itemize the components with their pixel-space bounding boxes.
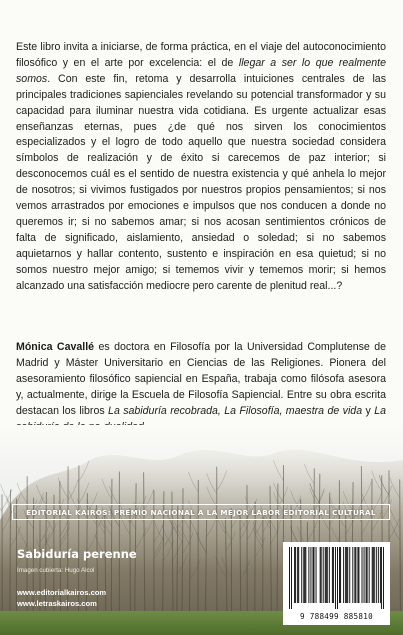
barcode-bar (325, 547, 326, 603)
tree-trunk (400, 479, 401, 613)
barcode-bars (289, 547, 384, 609)
barcode-bar (340, 547, 341, 603)
barcode-bar (373, 547, 374, 603)
synopsis-italic-phrase: llegar a ser lo que realmente somos (16, 56, 386, 85)
barcode-bar (383, 547, 384, 609)
barcode-bar (345, 547, 346, 603)
barcode-bar (304, 547, 305, 603)
barcode-bar (310, 547, 311, 603)
barcode-bar (346, 547, 347, 603)
barcode-bar (320, 547, 321, 603)
author-bio-text: es doctora en Filosofía por la Universidad Complutense de Madrid y Máster Universitario en Ciencias de las Religiones. Pionera del asesoramiento filosófico sapiencial en España, trabaja como filósofa asesora y, actualmente, dirige la Escuela de Filosofía Sapiencial. Entre su obra escrita destacan los libros (16, 341, 387, 417)
barcode-bar (337, 547, 338, 609)
barcode-bar (347, 547, 348, 603)
barcode-bar (352, 547, 353, 603)
barcode-bar (378, 547, 379, 603)
image-credit: Imagen cubierta: Hugo Alcol (17, 567, 95, 574)
barcode-bar (297, 547, 298, 603)
barcode-bar (372, 547, 373, 603)
collection-name: Sabiduría perenne (17, 547, 137, 561)
barcode-bar (321, 547, 322, 603)
barcode-bar (358, 547, 359, 603)
isbn-barcode (283, 542, 390, 625)
author-books-1: La sabiduría recobrada, La Filosofía, maestra de vida (108, 404, 363, 417)
barcode-bar (366, 547, 367, 603)
synopsis-paragraph (16, 40, 386, 295)
barcode-bar (327, 547, 328, 603)
barcode-bar (332, 547, 333, 603)
barcode-bar (301, 547, 302, 603)
barcode-bar (295, 547, 296, 603)
barcode-bar (335, 547, 336, 609)
barcode-bar (308, 547, 309, 603)
barcode-bar (367, 547, 368, 603)
barcode-bar (291, 547, 292, 609)
barcode-bar (357, 547, 358, 603)
barcode-bar (289, 547, 290, 609)
barcode-bar (354, 547, 355, 603)
tree-trunk (240, 512, 241, 613)
barcode-bar (323, 547, 324, 603)
author-bio (16, 340, 386, 435)
synopsis-text-rest: . Con este fin, retoma y desarrolla intuiciones centrales de las principales tradiciones sapienciales revelando su potencial transformador y su capacidad para iluminar nuestra vida cotidiana. Es urgente actualizar esas enseñanzas eternas, pues ¿de qué nos sirven los conocimientos especializados y el logro de todo aquello que nuestra sociedad considera símbolos de realización y de éxito si carecemos de paz interior; si desconocemos cuál es el sentido de nuestra existencia y qué anhela lo mejor de nosotros; si vivimos fustigados por nuestros propios pensamientos; si nos vemos arrastrados por emociones e impulsos que nos conducen a donde no queremos ir; si no sabemos amar; si nos acosan sentimientos crónicos de falta de significado, aislamiento, ansiedad o soledad; si no sabemos aquietarnos y hallar contento, sustento e inspiración en esa quietud; si no somos nuestro mejor amigo; si tememos vivir y tememos morir; si hemos alcanzado una satisfacción mediocre pero carente de plenitud real...? (16, 72, 386, 292)
barcode-bar (343, 547, 344, 603)
barcode-bar (312, 547, 313, 603)
tree-trunk (111, 479, 112, 613)
author-bio-conjunction: y (362, 404, 375, 417)
barcode-bar (326, 547, 327, 603)
award-banner: EDITORIAL KAIRÓS: PREMIO NACIONAL A LA MEJOR LABOR EDITORIAL CULTURAL (12, 504, 390, 520)
author-name: Mónica Cavallé (16, 341, 95, 353)
barcode-bar (364, 547, 365, 603)
barcode-bar (305, 547, 306, 603)
barcode-bar (380, 547, 381, 603)
author-books-2: La (374, 404, 386, 417)
website-link-editorialkairos[interactable]: www.editorialkairos.com (17, 588, 107, 597)
barcode-bar (298, 547, 299, 603)
barcode-bar (381, 547, 382, 609)
barcode-bar (369, 547, 370, 603)
barcode-bar (376, 547, 377, 603)
barcode-bar (294, 547, 295, 603)
barcode-bar (374, 547, 375, 603)
barcode-bar (303, 547, 304, 603)
synopsis-text-start: Este libro invita a iniciarse, de forma práctica, en el viaje del autoconocimiento filosófico y en el arte por excelencia: el de (16, 41, 386, 69)
barcode-bar (314, 547, 315, 603)
barcode-bar (316, 547, 317, 603)
barcode-bar (329, 547, 330, 603)
barcode-bar (333, 547, 334, 603)
barcode-bar (362, 547, 363, 603)
website-link-letraskairos[interactable]: www.letraskairos.com (17, 599, 97, 608)
barcode-bar (349, 547, 350, 603)
isbn-number: 9 788499 885810 (299, 612, 374, 621)
barcode-bar (339, 547, 340, 603)
barcode-bar (355, 547, 356, 603)
